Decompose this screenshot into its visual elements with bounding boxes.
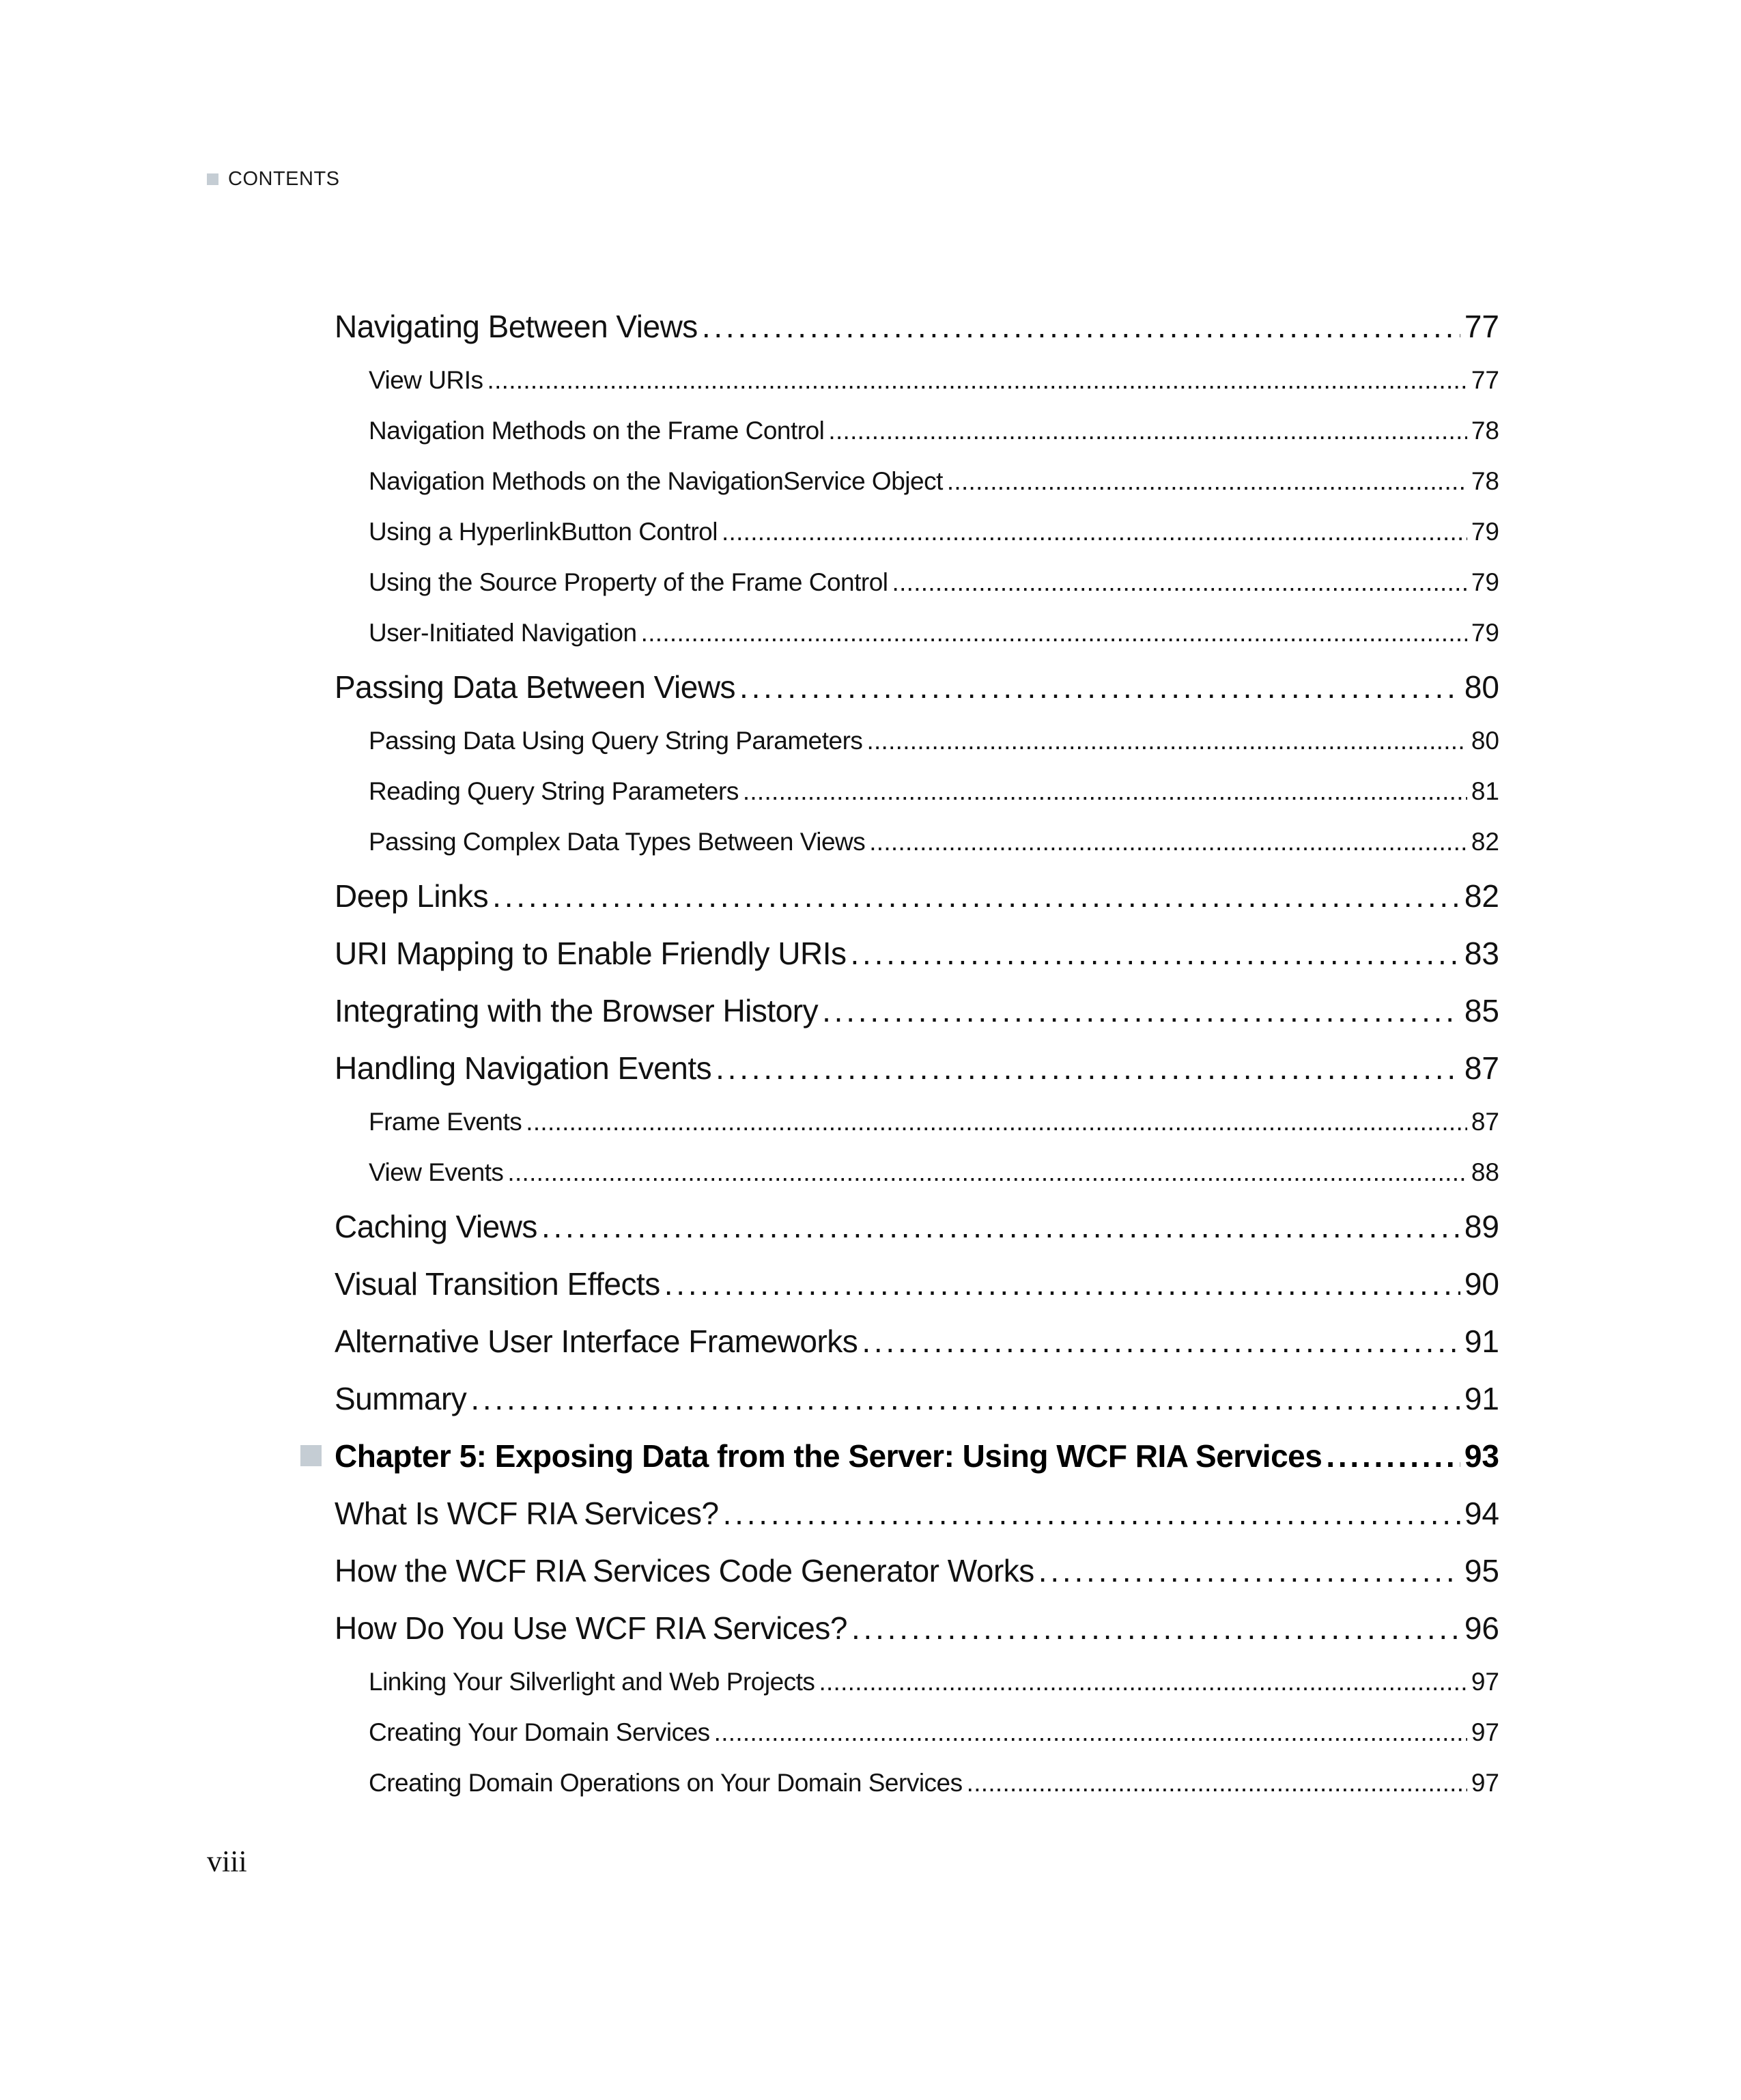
toc-entry-page: 89 — [1464, 1209, 1499, 1244]
toc-entry[interactable] — [300, 355, 1499, 406]
toc-entry[interactable] — [300, 766, 1499, 817]
toc-entry-page: 93 — [1464, 1438, 1499, 1474]
toc-entry-title: View URIs — [369, 366, 483, 394]
toc-entry-page: 97 — [1471, 1718, 1499, 1746]
toc-entry-page: 80 — [1471, 727, 1499, 755]
dot-leader — [664, 1255, 1460, 1313]
toc-entry-title: Reading Query String Parameters — [369, 777, 739, 805]
toc-entry[interactable] — [300, 406, 1499, 456]
dot-leader — [869, 817, 1467, 867]
dot-leader — [1038, 1542, 1460, 1599]
dot-leader — [526, 1097, 1467, 1147]
toc-entry[interactable] — [300, 1758, 1499, 1808]
toc-entry-title: Navigation Methods on the NavigationService Object — [369, 467, 943, 495]
toc-entry[interactable] — [300, 982, 1499, 1039]
page-folio: viii — [207, 1845, 247, 1878]
toc-entry[interactable] — [300, 1313, 1499, 1370]
toc-entry[interactable] — [300, 1198, 1499, 1255]
toc-entry-page: 78 — [1471, 417, 1499, 445]
toc-entry-page: 88 — [1471, 1158, 1499, 1186]
table-of-contents — [300, 298, 1499, 1808]
toc-entry-title: Navigation Methods on the Frame Control — [369, 417, 825, 445]
toc-entry[interactable] — [300, 658, 1499, 716]
dot-leader — [641, 608, 1467, 658]
toc-entry[interactable] — [300, 1599, 1499, 1657]
toc-entry-title: Alternative User Interface Frameworks — [335, 1324, 858, 1359]
toc-entry-page: 94 — [1464, 1496, 1499, 1531]
toc-entry-page: 87 — [1464, 1050, 1499, 1086]
running-head — [207, 168, 340, 191]
toc-entry-title: Caching Views — [335, 1209, 537, 1244]
toc-entry-title: How the WCF RIA Services Code Generator Works — [335, 1553, 1034, 1588]
toc-entry[interactable] — [300, 557, 1499, 608]
dot-leader — [739, 658, 1460, 716]
toc-entry[interactable] — [300, 1657, 1499, 1707]
toc-entry-page: 78 — [1471, 467, 1499, 495]
dot-leader — [851, 925, 1460, 982]
toc-entry-title: Linking Your Silverlight and Web Projects — [369, 1668, 815, 1696]
dot-leader — [492, 867, 1460, 925]
toc-entry-title: Handling Navigation Events — [335, 1050, 712, 1086]
toc-entry-title: URI Mapping to Enable Friendly URIs — [335, 936, 847, 971]
toc-chapter-entry[interactable] — [300, 1427, 1499, 1485]
toc-entry-page: 82 — [1464, 878, 1499, 914]
toc-entry[interactable] — [300, 507, 1499, 557]
toc-entry-page: 81 — [1471, 777, 1499, 805]
dot-leader — [822, 982, 1460, 1039]
dot-leader — [723, 1485, 1460, 1542]
toc-entry[interactable] — [300, 867, 1499, 925]
dot-leader — [828, 406, 1467, 456]
toc-entry-title: Creating Your Domain Services — [369, 1718, 710, 1746]
toc-entry-title: Passing Data Between Views — [335, 669, 736, 705]
toc-entry[interactable] — [300, 1039, 1499, 1097]
dot-leader — [507, 1147, 1467, 1198]
toc-entry-page: 82 — [1471, 828, 1499, 856]
dot-leader — [866, 716, 1467, 766]
toc-entry[interactable] — [300, 1707, 1499, 1758]
toc-entry-title: Passing Complex Data Types Between Views — [369, 828, 866, 856]
toc-entry-page: 77 — [1471, 366, 1499, 394]
toc-entry-title: Visual Transition Effects — [335, 1266, 660, 1302]
toc-entry-page: 91 — [1464, 1324, 1499, 1359]
toc-entry-page: 97 — [1471, 1668, 1499, 1696]
toc-entry-title: Deep Links — [335, 878, 489, 914]
toc-entry[interactable] — [300, 925, 1499, 982]
square-bullet-icon — [207, 173, 218, 185]
toc-entry[interactable] — [300, 817, 1499, 867]
dot-leader — [487, 355, 1467, 406]
dot-leader — [714, 1707, 1467, 1758]
toc-entry[interactable] — [300, 456, 1499, 507]
toc-entry-title: What Is WCF RIA Services? — [335, 1496, 719, 1531]
toc-entry-title: Frame Events — [369, 1108, 522, 1136]
toc-entry-page: 79 — [1471, 518, 1499, 546]
toc-entry-title: Integrating with the Browser History — [335, 993, 819, 1028]
dot-leader — [892, 557, 1467, 608]
toc-entry-title: Summary — [335, 1381, 467, 1416]
running-head-label: CONTENTS — [228, 168, 340, 190]
toc-entry[interactable] — [300, 1485, 1499, 1542]
toc-entry[interactable] — [300, 1370, 1499, 1427]
toc-entry-page: 95 — [1464, 1553, 1499, 1588]
toc-entry-title: User-Initiated Navigation — [369, 619, 637, 647]
toc-entry-title: Navigating Between Views — [335, 309, 698, 344]
toc-entry-page: 90 — [1464, 1266, 1499, 1302]
toc-entry-page: 91 — [1464, 1381, 1499, 1416]
dot-leader — [947, 456, 1467, 507]
toc-entry-page: 79 — [1471, 568, 1499, 596]
dot-leader — [862, 1313, 1460, 1370]
toc-entry-page: 80 — [1464, 669, 1499, 705]
dot-leader — [702, 298, 1460, 355]
dot-leader — [819, 1657, 1467, 1707]
toc-entry-page: 96 — [1464, 1610, 1499, 1646]
toc-entry[interactable] — [300, 1255, 1499, 1313]
toc-entry[interactable] — [300, 608, 1499, 658]
toc-entry-title: Using a HyperlinkButton Control — [369, 518, 718, 546]
dot-leader — [716, 1039, 1460, 1097]
dot-leader — [722, 507, 1467, 557]
toc-entry[interactable] — [300, 716, 1499, 766]
dot-leader — [541, 1198, 1460, 1255]
toc-entry-title: Using the Source Property of the Frame Control — [369, 568, 888, 596]
chapter-marker-icon — [300, 1445, 322, 1466]
toc-entry-title: View Events — [369, 1158, 504, 1186]
toc-entry-page: 79 — [1471, 619, 1499, 647]
toc-entry-title: How Do You Use WCF RIA Services? — [335, 1610, 847, 1646]
toc-entry[interactable] — [300, 1542, 1499, 1599]
toc-entry-title: Creating Domain Operations on Your Domain Services — [369, 1769, 963, 1797]
dot-leader — [1326, 1427, 1460, 1485]
toc-entry-page: 85 — [1464, 993, 1499, 1028]
toc-entry-page: 87 — [1471, 1108, 1499, 1136]
toc-entry-page: 77 — [1464, 309, 1499, 344]
toc-entry[interactable] — [300, 298, 1499, 355]
toc-entry[interactable] — [300, 1147, 1499, 1198]
toc-entry[interactable] — [300, 1097, 1499, 1147]
dot-leader — [743, 766, 1467, 817]
toc-entry-title: Passing Data Using Query String Parameters — [369, 727, 863, 755]
dot-leader — [470, 1370, 1460, 1427]
toc-entry-page: 97 — [1471, 1769, 1499, 1797]
dot-leader — [967, 1758, 1467, 1808]
toc-entry-title: Chapter 5: Exposing Data from the Server: Using WCF RIA Services — [335, 1438, 1322, 1474]
dot-leader — [851, 1599, 1460, 1657]
toc-entry-page: 83 — [1464, 936, 1499, 971]
